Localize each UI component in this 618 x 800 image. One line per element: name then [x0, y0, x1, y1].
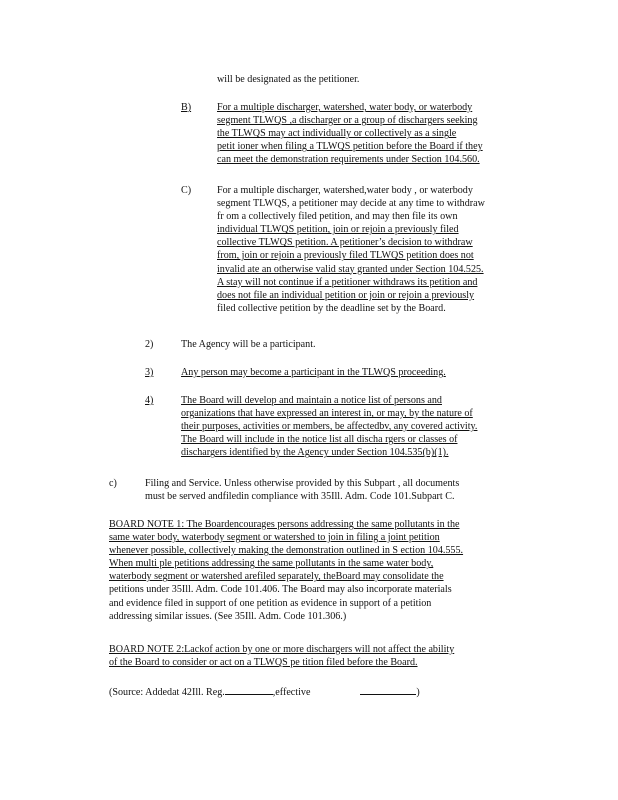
board-note-2-line: of the Board to consider or act on a TLWQS pe tition filed before the Board. — [109, 657, 418, 669]
item-2-text — [181, 338, 316, 351]
source-effective: ,effective — [272, 687, 311, 698]
item-b-line: petit ioner when filing a TLWQS petition before the Board if they — [217, 141, 483, 153]
source-citation — [109, 684, 420, 699]
item-c-line: filed collective petition by the deadline set by the Board. — [217, 302, 446, 314]
date-blank — [360, 684, 416, 695]
section-c-line: Filing and Service. Unless otherwise provided by this Subpart , all documents — [145, 478, 460, 489]
section-c-marker: c) — [109, 478, 117, 489]
section-c-line: must be served andfiledin compliance with 35Ill. Adm. Code 101.Subpart C. — [145, 491, 455, 503]
board-note-1-line: BOARD NOTE 1: The Boardencourages persons addressing the same pollutants in the — [109, 519, 460, 530]
item-c-line: from, join or rejoin a previously filed TLWQS petition does not — [217, 250, 474, 262]
item-3-line: Any person may become a participant in the TLWQS proceeding. — [181, 367, 446, 378]
item-4-line: The Board will include in the notice list all discha rgers or classes of — [181, 434, 458, 446]
board-note-1 — [109, 518, 463, 623]
board-note-1-line: same water body, waterbody segment or watershed to join in filing a joint petition — [109, 532, 440, 544]
item-c-line: For a multiple discharger, watershed,water body , or waterbody — [217, 185, 473, 196]
item-2-marker: 2) — [145, 339, 154, 350]
item-4-line: organizations that have expressed an interest in, or may, by the nature of — [181, 408, 473, 420]
item-4-line: their purposes, activities or members, be affectedbv, any covered activity. — [181, 421, 478, 433]
item-c-line: invalid ate an otherwise valid stay granted under Section 104.525. — [217, 263, 484, 275]
item-2-line: The Agency will be a participant. — [181, 339, 316, 350]
item-4-line: dischargers identified by the Agency under Section 104.535(b)(1). — [181, 447, 449, 459]
item-c-line: fr om a collectively filed petition, and may then file its own — [217, 211, 458, 223]
section-c-text — [145, 477, 459, 503]
item-c-line: collective TLWQS petition. A petitioner’s decision to withdraw — [217, 237, 473, 249]
board-note-1-line: addressing similar issues. (See 35Ill. Adm. Code 101.306.) — [109, 610, 347, 622]
item-b-line: the TLWQS may act individually or collectively as a single — [217, 128, 457, 140]
board-note-1-line: petitions under 35Ill. Adm. Code 101.406. The Board may also incorporate materials — [109, 584, 452, 596]
item-c-marker: C) — [181, 185, 192, 196]
source-close: ) — [416, 687, 420, 698]
item-4-line: The Board will develop and maintain a notice list of persons and — [181, 395, 442, 406]
board-note-2 — [109, 643, 454, 669]
item-b-line: segment TLWQS ,a discharger or a group of dischargers seeking — [217, 115, 478, 127]
item-b-line: For a multiple discharger, watershed, water body, or waterbody — [217, 102, 473, 113]
item-b-marker: B) — [181, 102, 192, 113]
intro-text: will be designated as the petitioner. — [217, 74, 360, 85]
item-4-marker: 4) — [145, 395, 154, 406]
board-note-1-line: whenever possible, collectively making the demonstration outlined in S ection 104.555. — [109, 545, 464, 557]
board-note-1-line: waterbody segment or watershed arefiled separately, theBoard may consolidate the — [109, 571, 444, 583]
source-prefix: (Source: Addedat 42Ill. Reg. — [109, 687, 225, 698]
item-3-text — [181, 366, 446, 379]
item-4-text — [181, 394, 477, 459]
item-c-line: segment TLWQS, a petitioner may decide at any time to withdraw — [217, 198, 485, 210]
item-c-line: does not file an individual petition or join or rejoin a previously — [217, 289, 475, 301]
board-note-2-line: BOARD NOTE 2:Lackof action by one or more dischargers will not affect the ability — [109, 644, 455, 655]
item-c-text — [217, 184, 485, 315]
board-note-1-line: and evidence filed in support of one petition as evidence in support of a petition — [109, 597, 432, 609]
item-3-marker: 3) — [145, 367, 154, 378]
item-b-line: can meet the demonstration requirements under Section 104.560. — [217, 154, 480, 166]
board-note-1-line: When multi ple petitions addressing the same pollutants in the same water body, — [109, 558, 434, 570]
intro-line — [217, 73, 359, 86]
item-c-line: individual TLWQS petition, join or rejoin a previously filed — [217, 224, 459, 236]
reg-blank — [225, 684, 273, 695]
item-b-text — [217, 101, 483, 166]
item-c-line: A stay will not continue if a petitioner withdraws its petition and — [217, 276, 478, 288]
